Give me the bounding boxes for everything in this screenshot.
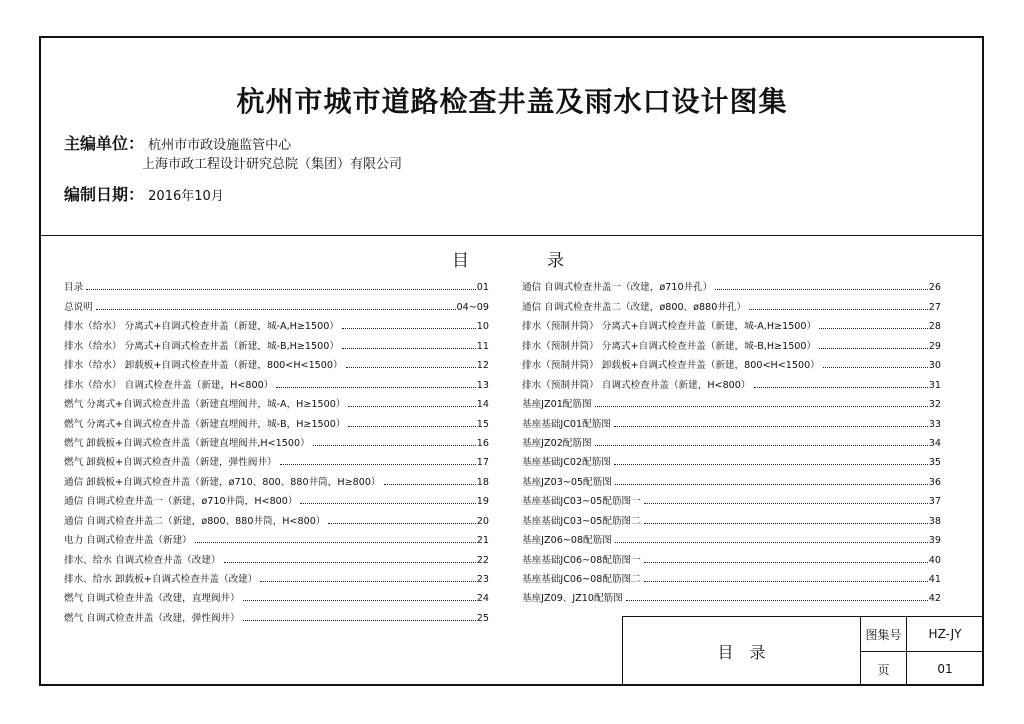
toc-entry [64,449,489,468]
toc-entry-title: 排水（预制井筒） 分离式+自调式检查井盖（新建，城-B,H≥1500） [522,340,817,352]
toc-entry-title: 电力 自调式检查井盖（新建） [64,535,192,547]
editor-label-line [64,131,291,154]
toc-entry [522,585,941,604]
toc-entry-title: 排水（预制井筒） 自调式检查井盖（新建，H<800） [522,379,751,391]
toc-entry-page: 16 [476,437,489,449]
toc-entry-title: 排水、给水 卸载板+自调式检查井盖（改建） [64,574,258,585]
toc-entry [522,352,941,371]
toc-leader-dots [644,503,928,504]
date-value: 2016年10月 [148,189,224,204]
toc-entry-page: 19 [476,496,489,508]
editor-unit-1: 杭州市市政设施监管中心 [148,138,292,153]
toc-entry-title: 通信 自调式检查井盖一（新建，ø710井筒，H<800） [64,496,298,508]
toc-leader-dots [224,562,476,563]
toc-entry-title: 排水（预制井筒） 卸载板+自调式检查井盖（新建，800<H<1500） [522,360,820,372]
toc-heading-1: 目 [452,251,469,271]
toc-entry [64,313,489,332]
toc-entry-title: 通信 自调式检查井盖二（改建，ø800、ø880井孔） [522,301,747,313]
toc-entry-page: 31 [928,379,941,391]
toc-entry-page: 01 [476,282,489,294]
toc-entry [522,430,941,449]
toc-entry-title: 基座JZ03~05配筋图 [522,476,612,488]
date-line [64,182,224,205]
toc-leader-dots [384,484,476,485]
toc-leader-dots [615,542,928,543]
toc-leader-dots [313,445,476,446]
toc-entry [522,468,941,487]
toc-entry [64,430,489,449]
toc-leader-dots [342,348,476,349]
toc-entry-title: 排水（给水） 分离式+自调式检查井盖（新建，城-B,H≥1500） [64,340,339,352]
toc-leader-dots [644,562,928,563]
toc-leader-dots [243,600,476,601]
toc-entry-title: 基座基础JC03~05配筋图二 [522,515,641,527]
toc-entry [64,604,489,623]
page-number: 01 [937,662,953,676]
page-title: 杭州市城市道路检查井盖及雨水口设计图集 [236,85,788,118]
toc-heading-2: 录 [547,251,564,271]
date-label: 编制日期： [64,185,145,204]
toc-entry-page: 35 [928,457,941,469]
toc-entry-page: 11 [476,340,489,352]
toc-entry-title: 通信 卸载板+自调式检查井盖（新建，ø710、800、880井筒，H≥800） [64,476,381,488]
toc-entry-page: 24 [476,593,489,605]
toc-entry [522,293,941,312]
toc-entry-title: 排水（给水） 卸载板+自调式检查井盖（新建，800<H<1500） [64,360,343,372]
toc-leader-dots [342,328,476,329]
editor-unit-2: 上海市政工程设计研究总院（集团）有限公司 [142,157,403,172]
toc-leader-dots [300,503,475,504]
toc-entry [522,546,941,565]
toc-entry-page: 25 [476,612,489,624]
toc-entry [64,352,489,371]
toc-entry [522,566,941,585]
toc-entry-page: 22 [476,554,489,566]
atlas-no-label: 图集号 [861,617,907,652]
toc-entry [64,371,489,390]
toc-entry-title: 排水、给水 自调式检查井盖（改建） [64,554,221,566]
toc-leader-dots [615,484,928,485]
toc-entry-page: 33 [928,418,941,430]
toc-entry-page: 17 [476,457,489,469]
toc-entry-page: 40 [928,554,941,566]
toc-entry [64,527,489,546]
toc-entry [64,274,489,293]
toc-entry-page: 29 [928,340,941,352]
toc-entry-title: 基座JZ02配筋图 [522,437,592,449]
toc-entry [522,391,941,410]
toc-entry [522,371,941,390]
toc-entry-page: 10 [476,321,489,333]
toc-entry [64,410,489,429]
toc-entry-page: 42 [928,593,941,605]
toc-leader-dots [644,581,928,582]
toc-leader-dots [276,387,475,388]
atlas-no: HZ-JY [907,617,983,652]
toc-leader-dots [626,600,928,601]
toc-entry-page: 36 [928,476,941,488]
toc-entry-page: 13 [476,379,489,391]
toc-entry [522,332,941,351]
toc-entry-page: 12 [476,360,489,372]
toc-entry-title: 燃气 自调式检查井盖（改建，直埋阀井） [64,593,240,605]
toc-leader-dots [86,289,476,290]
toc-entry-page: 20 [476,515,489,527]
title-block [622,616,984,686]
toc-entry-page: 27 [928,301,941,313]
toc-leader-dots [614,464,928,465]
toc-entry [522,488,941,507]
toc-entry-title: 基座基础JC03~05配筋图一 [522,496,641,508]
toc-leader-dots [346,367,476,368]
toc-leader-dots [348,406,475,407]
toc-entry-title: 燃气 卸载板+自调式检查井盖（新建直埋阀井,H<1500） [64,437,310,449]
toc-entry-title: 燃气 自调式检查井盖（改建，弹性阀井） [64,612,240,624]
toc-entry-page: 32 [928,399,941,411]
toc-entry-title: 排水（给水） 自调式检查井盖（新建，H<800） [64,379,274,391]
toc-entry [64,585,489,604]
toc-entry-page: 15 [476,418,489,430]
toc-entry-page: 14 [476,399,489,411]
toc-entry-page: 28 [928,321,941,333]
toc-entry-page: 26 [928,282,941,294]
toc-entry-title: 排水（预制井筒） 分离式+自调式检查井盖（新建，城-A,H≥1500） [522,321,817,333]
toc-leader-dots [348,426,475,427]
toc-entry [522,313,941,332]
toc-leader-dots [595,445,928,446]
toc-entry [522,274,941,293]
toc-entry-title: 基座基础JC06~08配筋图一 [522,554,641,566]
toc-entry-page: 21 [476,535,489,547]
toc-entry [64,391,489,410]
toc-leader-dots [614,426,928,427]
toc-entry-title: 通信 自调式检查井盖一（改建，ø710井孔） [522,282,713,294]
toc-entry [522,507,941,526]
toc-entry-title: 通信 自调式检查井盖二（新建，ø800、880井筒，H<800） [64,515,326,527]
toc-entry-page: 38 [928,515,941,527]
toc-left-column [64,274,489,624]
toc-entry-title: 基座JZ01配筋图 [522,399,592,411]
toc-entry [64,488,489,507]
toc-entry-title: 总说明 [64,301,93,313]
toc-entry [522,410,941,429]
editor-label: 主编单位： [64,134,145,153]
toc-right-column [522,274,941,604]
toc-entry-title: 基座JZ09、JZ10配筋图 [522,593,623,605]
toc-entry [64,293,489,312]
toc-leader-dots [260,581,475,582]
toc-entry [64,546,489,565]
toc-leader-dots [644,523,928,524]
toc-entry-title: 燃气 分离式+自调式检查井盖（新建直埋阀井，城-B，H≥1500） [64,418,346,430]
toc-leader-dots [96,309,456,310]
page-label: 页 [861,652,907,686]
title-block-name: 目 录 [623,617,861,686]
toc-entry [64,332,489,351]
section-divider [39,235,984,236]
toc-entry-page: 39 [928,535,941,547]
toc-leader-dots [195,542,476,543]
toc-entry-title: 目录 [64,282,84,294]
toc-entry [64,507,489,526]
toc-entry-page: 41 [928,574,941,585]
toc-entry-page: 37 [928,496,941,508]
toc-entry [64,468,489,487]
toc-entry-title: 基座JZ06~08配筋图 [522,535,612,547]
toc-entry-page: 30 [928,360,941,372]
toc-leader-dots [715,289,927,290]
toc-leader-dots [823,367,928,368]
toc-entry-page: 18 [476,476,489,488]
toc-entry-title: 燃气 卸载板+自调式检查井盖（新建，弹性阀井） [64,457,277,469]
toc-entry [522,449,941,468]
toc-leader-dots [749,309,928,310]
toc-leader-dots [280,464,476,465]
toc-entry-title: 排水（给水） 分离式+自调式检查井盖（新建，城-A,H≥1500） [64,321,339,333]
toc-leader-dots [819,348,928,349]
toc-entry-title: 基座基础JC06~08配筋图二 [522,574,641,585]
toc-entry-page: 34 [928,437,941,449]
toc-entry-title: 燃气 分离式+自调式检查井盖（新建直埋阀井，城-A，H≥1500） [64,399,346,411]
toc-entry [522,527,941,546]
toc-entry [64,566,489,585]
toc-leader-dots [243,620,476,621]
toc-entry-title: 基座基础JC02配筋图 [522,457,611,469]
toc-leader-dots [328,523,475,524]
toc-entry-title: 基座基础JC01配筋图 [522,418,611,430]
toc-entry-page: 23 [476,574,489,585]
toc-entry-page: 04~09 [456,301,489,313]
toc-leader-dots [819,328,928,329]
toc-leader-dots [754,387,928,388]
toc-leader-dots [595,406,928,407]
